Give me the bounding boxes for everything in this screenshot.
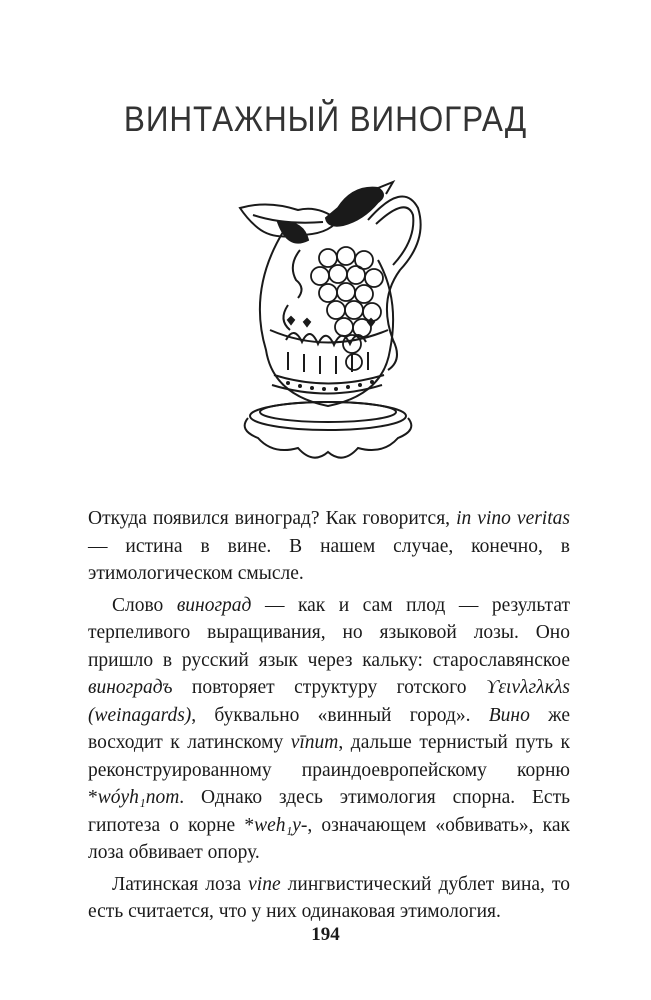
text-run: же восходит к латинскому	[88, 704, 570, 753]
text-run: Откуда появился виноград? Как говорится,	[88, 508, 457, 529]
text-run: , буквально «винный город».	[191, 704, 489, 726]
text-run: , означающем «обвивать», как лоза обвивает опору.	[88, 814, 570, 863]
page-number: 194	[311, 924, 340, 945]
text-run: повторяет структуру готского	[172, 677, 486, 698]
paragraph	[88, 871, 570, 926]
italic-term: виноград	[176, 594, 252, 616]
italic-term: wóyh₁nom	[97, 787, 180, 808]
text-run: . Однако здесь этимология спорна. Есть гипотеза о корне *	[88, 787, 570, 836]
italic-term: vīnum	[290, 732, 339, 753]
italic-term: vine	[248, 873, 281, 895]
paragraph	[88, 505, 570, 588]
text-run: — истина в вине. В нашем случае, конечно, в этимологическом смысле.	[88, 535, 570, 584]
body-text	[88, 505, 570, 926]
paragraph	[88, 592, 570, 867]
italic-term: ϒεινλгλκλs (weinagards)	[88, 677, 570, 726]
italic-term: in vino veritas	[456, 508, 570, 529]
text-run: Слово	[112, 594, 177, 616]
italic-term: Вино	[488, 704, 530, 726]
text-run: Латинская лоза	[112, 873, 249, 895]
chapter-title: ВИНТАЖНЫЙ ВИНОГРАД	[123, 100, 528, 139]
italic-term: виноградъ	[88, 677, 173, 698]
text-run: — как и сам плод — результат терпеливого выращивания, но языковой лозы. Оно пришло в русский язык через кальку: старославянское	[88, 594, 570, 671]
italic-term: weh₁y-	[254, 814, 308, 836]
grape-jug-icon	[228, 180, 428, 470]
text-run: , дальше тернистый путь к реконструированному праиндоевропейскому корню *	[88, 732, 570, 808]
text-run: лингвистический дублет вина, то есть считается, что у них одинаковая этимология.	[88, 873, 570, 922]
